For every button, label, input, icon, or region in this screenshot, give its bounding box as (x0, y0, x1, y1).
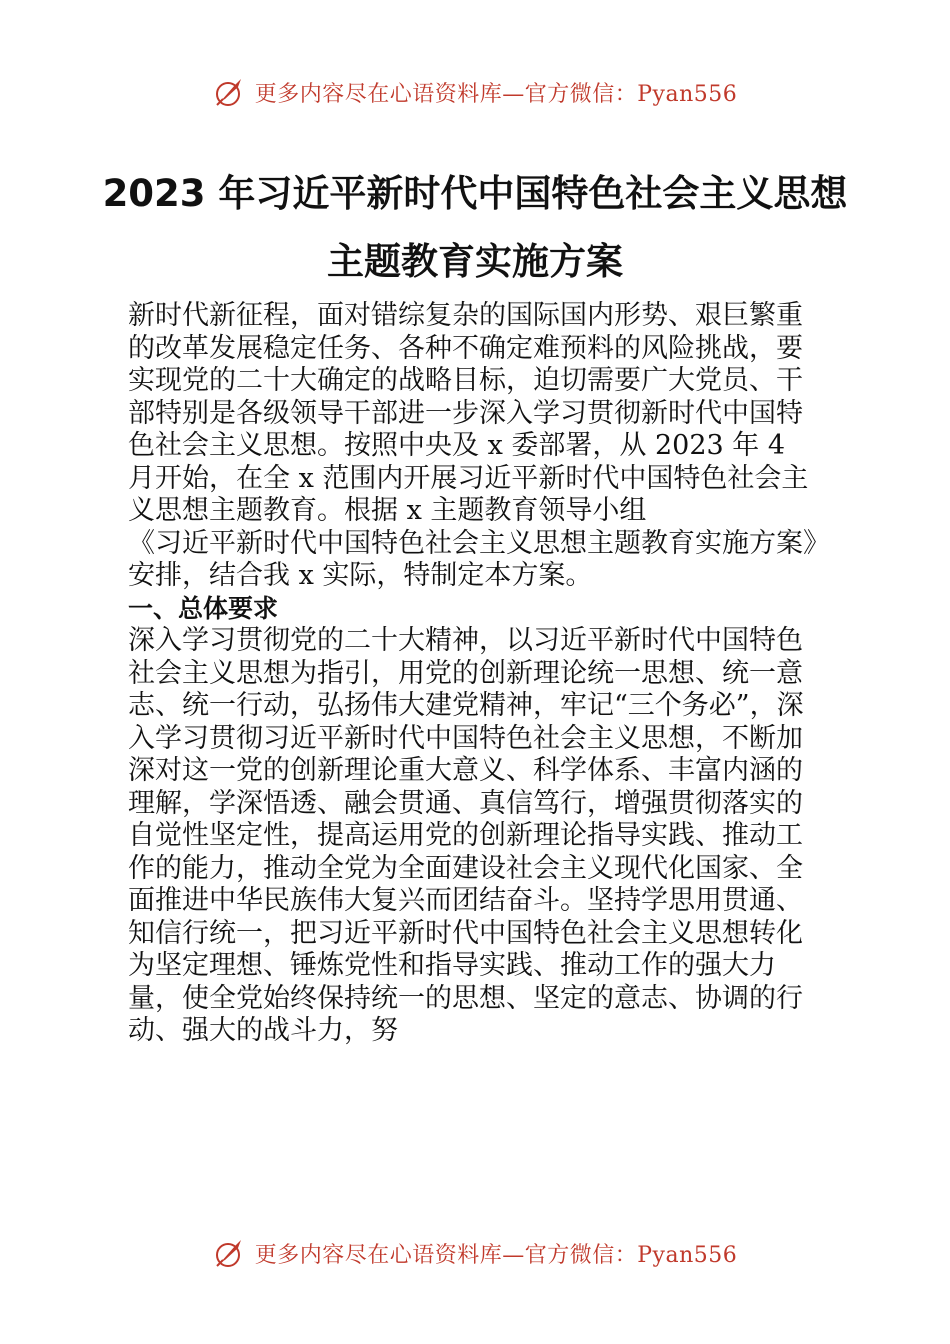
intro-paragraph-2: 《习近平新时代中国特色社会主义思想主题教育实施方案》安排，结合我 x 实际，特制定本方案。 (128, 527, 817, 591)
section-heading: 一、总体要求 (128, 593, 279, 623)
footer-watermark (0, 1233, 950, 1273)
document-title: 2023 年习近平新时代中国特色社会主义思想主题教育实施方案 (102, 172, 848, 283)
watermark-text: 更多内容尽在心语资料库—官方微信：Pyan556 (254, 81, 738, 107)
watermark-text: 更多内容尽在心语资料库—官方微信：Pyan556 (254, 1242, 738, 1268)
quill-pen-logo-icon (213, 1236, 247, 1270)
intro-paragraph: 新时代新征程，面对错综复杂的国际国内形势、艰巨繁重的改革发展稳定任务、各种不确定难预料的风险挑战，要实现党的二十大确定的战略目标，迫切需要广大党员、干部特别是各级领导干部进一步深入学习贯彻新时代中国特色社会主义思想。按照中央及 x 委部署，从 2023 年 4 月开始，在全 x 范围内开展习近平新时代中国特色社会主义思想主题教育。根据 x 主题教育领导小组 (128, 300, 809, 526)
document-body (128, 300, 820, 1048)
header-watermark (0, 72, 950, 112)
quill-pen-logo-icon (213, 75, 247, 109)
section-paragraph: 深入学习贯彻党的二十大精神，以习近平新时代中国特色社会主义思想为指引，用党的创新理论统一思想、统一意志、统一行动，弘扬伟大建党精神，牢记“三个务必”，深入学习贯彻习近平新时代中国特色社会主义思想，不断加深对这一党的创新理论重大意义、科学体系、丰富内涵的理解，学深悟透、融会贯通、真信笃行，增强贯彻落实的自觉性坚定性，提高运用党的创新理论指导实践、推动工作的能力，推动全党为全面建设社会主义现代化国家、全面推进中华民族伟大复兴而团结奋斗。坚持学思用贯通、知信行统一，把习近平新时代中国特色社会主义思想转化为坚定理想、锤炼党性和指导实践、推动工作的强大力量，使全党始终保持统一的思想、坚定的意志、协调的行动、强大的战斗力，努 (128, 625, 804, 1046)
